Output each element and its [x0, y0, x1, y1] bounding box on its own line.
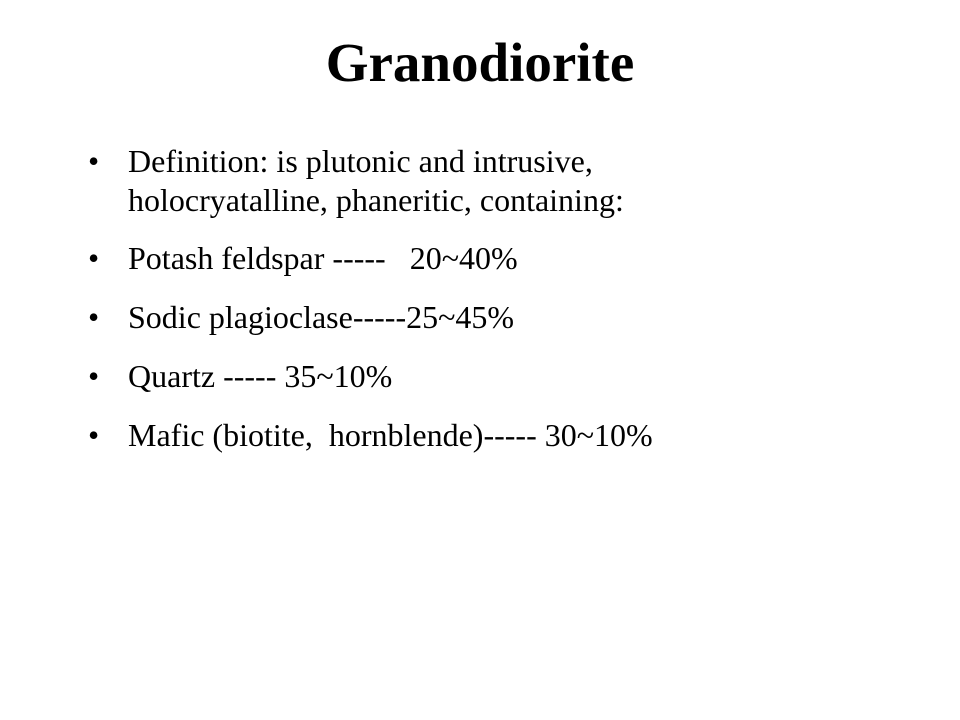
- bullet-potash-feldspar: [88, 239, 928, 278]
- bullet-icon: •: [88, 358, 100, 394]
- potash-feldspar-text: Potash feldspar ----- 20~40%: [128, 240, 518, 276]
- bullet-definition: [88, 142, 928, 220]
- bullet-list: [88, 142, 928, 475]
- bullet-icon: •: [88, 417, 100, 453]
- bullet-mafic: [88, 416, 928, 455]
- bullet-quartz: [88, 357, 928, 396]
- sodic-plagioclase-text: Sodic plagioclase-----25~45%: [128, 299, 515, 335]
- bullet-icon: •: [88, 299, 100, 335]
- quartz-text: Quartz ----- 35~10%: [128, 358, 393, 394]
- slide-title: Granodiorite: [325, 32, 635, 93]
- definition-line-2: holocryatalline, phaneritic, containing:: [128, 182, 624, 218]
- bullet-icon: •: [88, 240, 100, 276]
- bullet-sodic-plagioclase: [88, 298, 928, 337]
- mafic-text: Mafic (biotite, hornblende)----- 30~10%: [128, 417, 653, 453]
- definition-line-1: Definition: is plutonic and intrusive,: [128, 143, 593, 179]
- bullet-icon: •: [88, 143, 100, 179]
